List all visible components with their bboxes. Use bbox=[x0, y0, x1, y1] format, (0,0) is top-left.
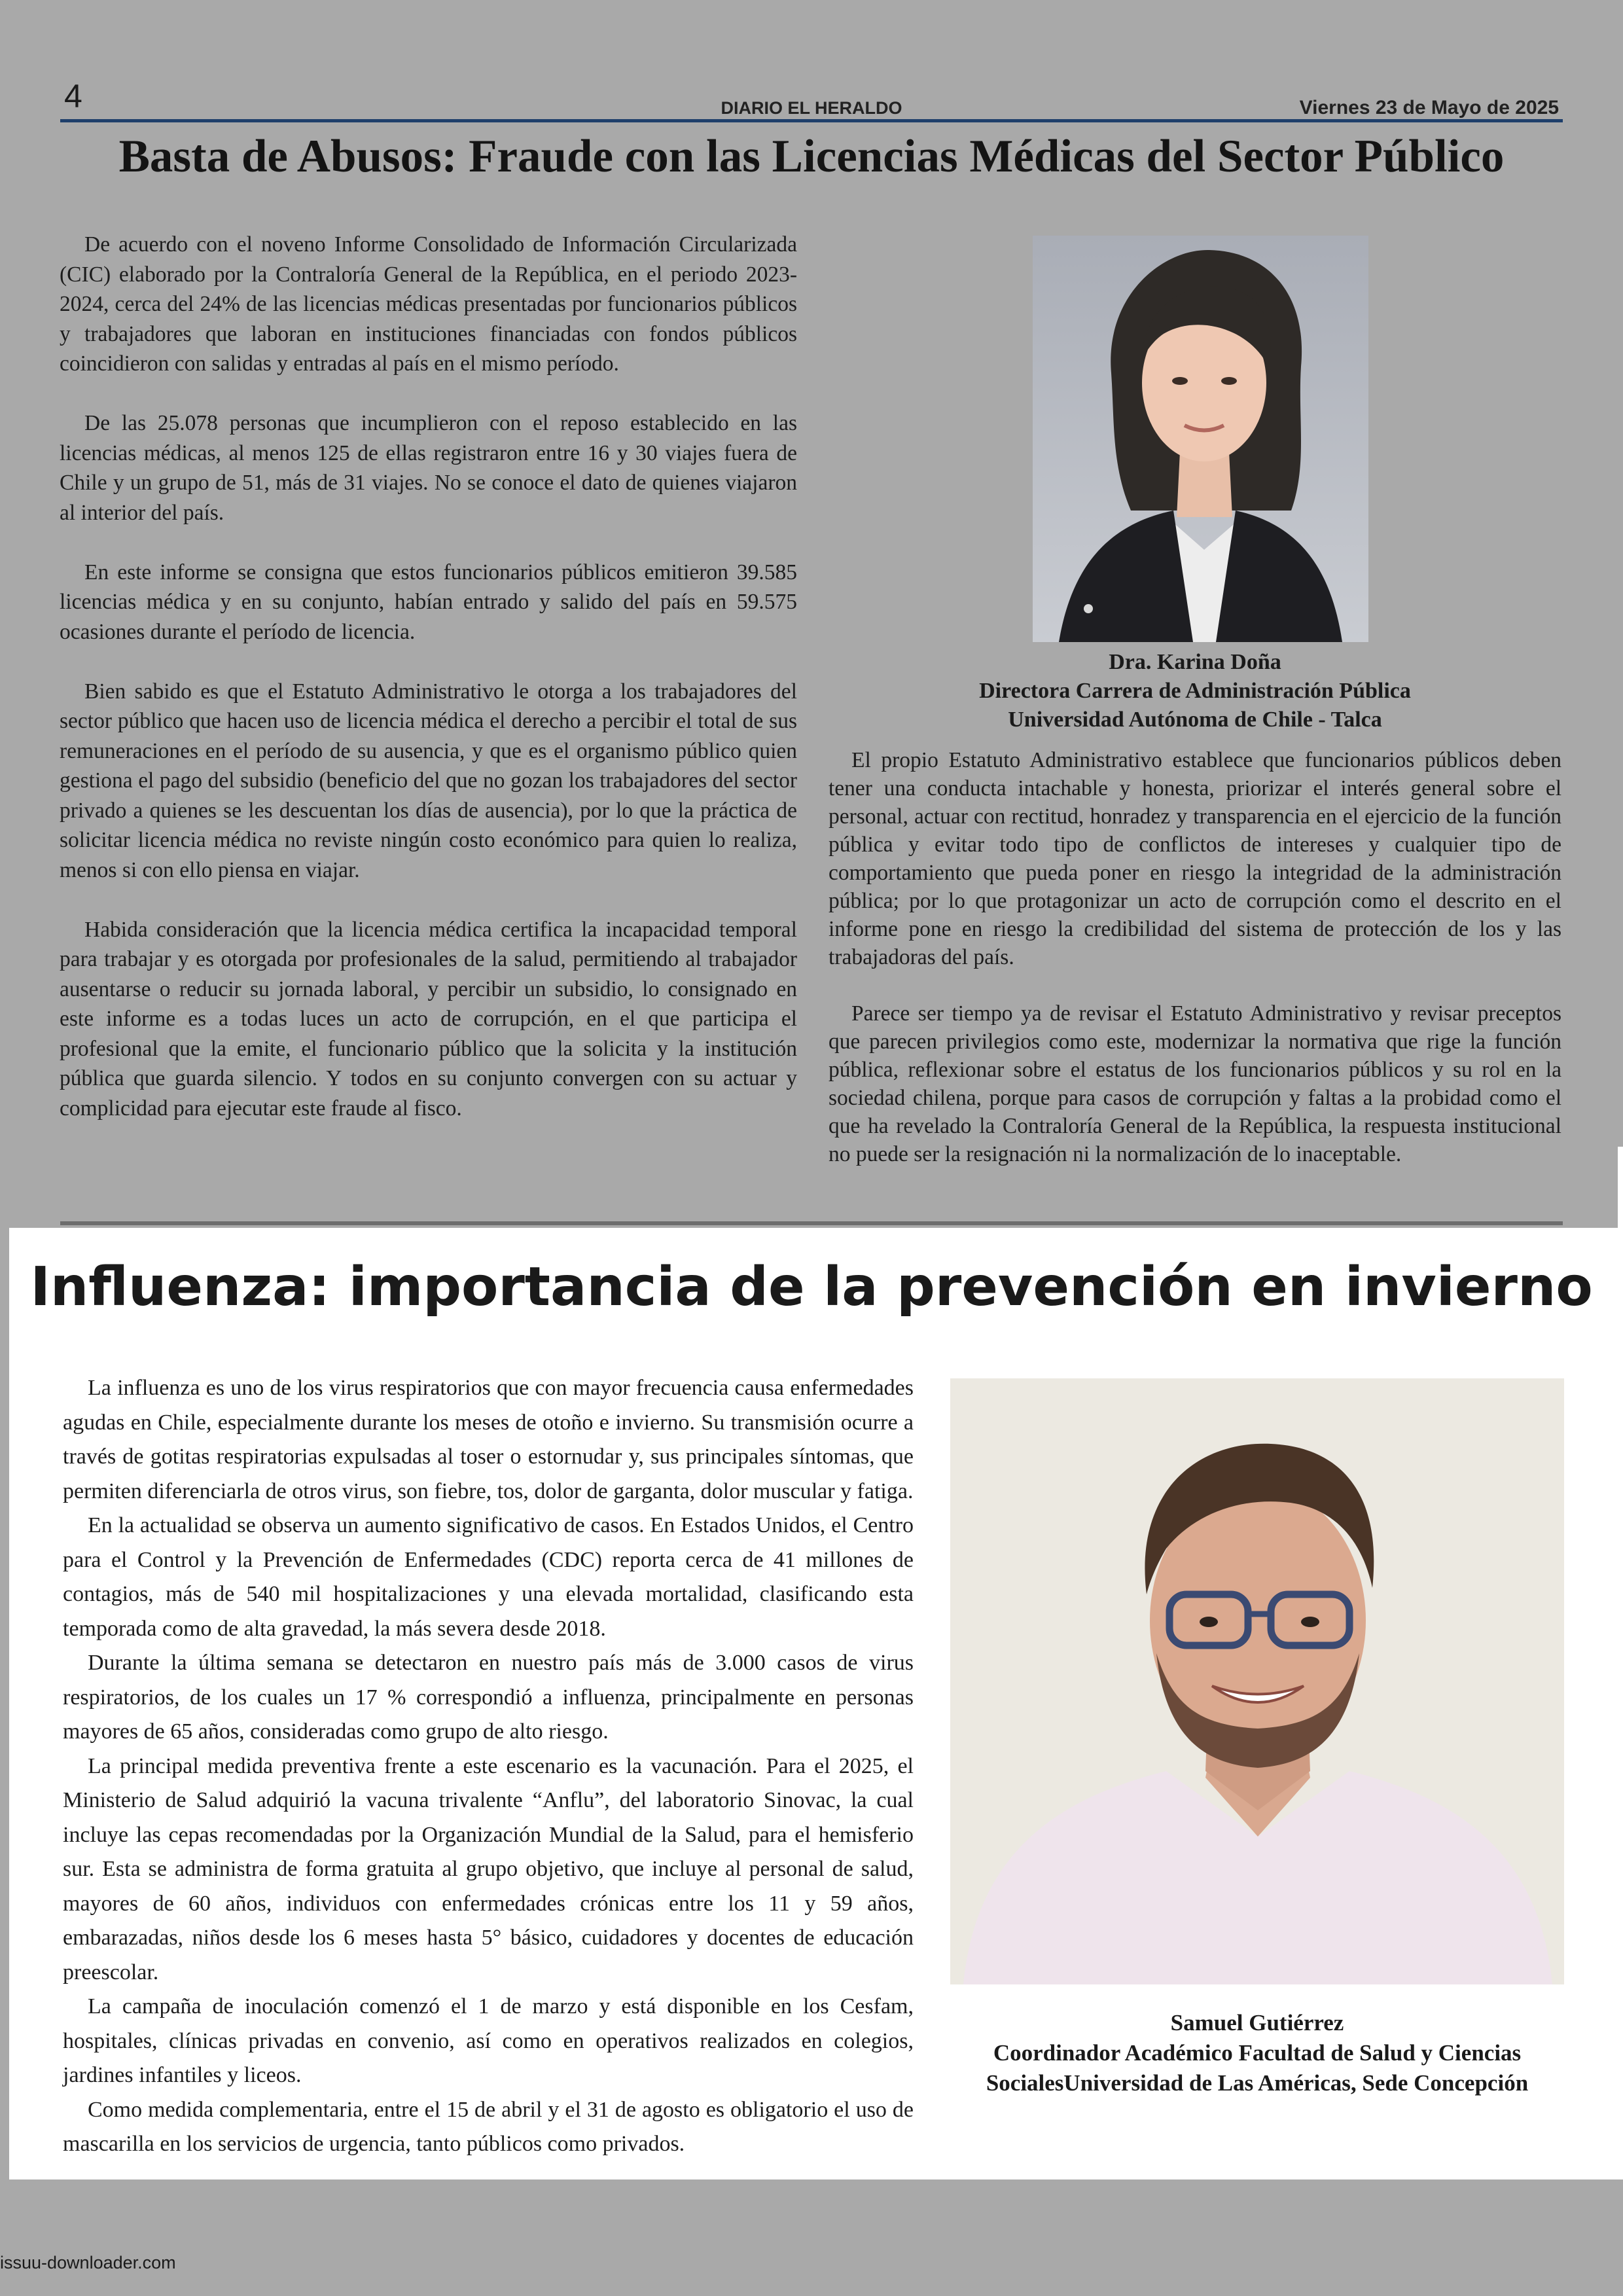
article2-paragraph: En la actualidad se observa un aumento significativo de casos. En Estados Unidos, el Centro para el Control y la Prevención de Enfermedades (CDC) reporta cerca de 41 millones de contagios, más de 540 mil hospitalizaciones y una elevada mortalidad, clasificando esta temporada como de alta gravedad, la más severa desde 2018. bbox=[63, 1513, 914, 1641]
article1-paragraph: De las 25.078 personas que incumplieron con el reposo establecido en las licencias médicas, al menos 125 de ellas registraron entre 16 y 30 viajes fuera de Chile y un grupo de 51, más de 31 viajes. No se conoce el dato de quienes viajaron al interior del país. bbox=[60, 411, 797, 525]
article1-paragraph: Bien sabido es que el Estatuto Administrativo le otorga a los trabajadores del sector público que hacen uso de licencia médica el derecho a percibir el total de sus remuneraciones en el período de su ausencia, y que es el organismo público quien gestiona el pago del subsidio (beneficio del que no gozan los trabajadores del sector privado a quienes se les descuentan los días de ausencia), por lo que la práctica de solicitar licencia médica no reviste ningún costo económico para quien lo realiza, menos si con ello piensa en viajar. bbox=[60, 679, 797, 882]
author1-name: Dra. Karina Doña bbox=[1109, 650, 1281, 674]
article1-paragraph: En este informe se consigna que estos funcionarios públicos emitieron 39.585 licencias médica y en su conjunto, habían entrado y salido del país en 59.575 ocasiones durante el período de licencia. bbox=[60, 560, 797, 644]
author1-caption bbox=[829, 648, 1561, 734]
article2-title: Influenza: importancia de la prevención en invierno bbox=[30, 1256, 1593, 1318]
issue-date: Viernes 23 de Mayo de 2025 bbox=[1299, 97, 1559, 118]
author2-portrait bbox=[950, 1378, 1564, 1984]
article1-paragraph: El propio Estatuto Administrativo establece que funcionarios públicos deben tener una conducta intachable y honesta, priorizar el interés general sobre el personal, actuar con rectitud, honradez y transparencia en el ejercicio de la función pública y evitar todo tipo de conflictos de intereses y cualquier tipo de comportamiento que pueda poner en riesgo la integridad de la administración pública; por lo que protagonizar un acto de corrupción como el descrito en el informe pone en riesgo la credibilidad del sistema de protección de los y las trabajadoras del país. bbox=[829, 748, 1561, 969]
article2-paragraph: Como medida complementaria, entre el 15 de abril y el 31 de agosto es obligatorio el uso de mascarilla en los servicios de urgencia, tanto públicos como privados. bbox=[63, 2097, 914, 2156]
article1-left-column bbox=[60, 230, 797, 1153]
article1-title: Basta de Abusos: Fraude con las Licencias Médicas del Sector Público bbox=[118, 131, 1505, 182]
newspaper-name: DIARIO EL HERALDO bbox=[721, 98, 902, 118]
author2-role: Coordinador Académico Facultad de Salud y Ciencias bbox=[993, 2040, 1522, 2066]
article1-paragraph: Parece ser tiempo ya de revisar el Estatuto Administrativo y revisar preceptos que parecen privilegios como este, modernizar la normativa que rige la función pública, reflexionar sobre el estatus de los funcionarios públicos y su rol en la sociedad chilena, porque para casos de corrupción y faltas a la probidad como el que ha revelado la Contraloría General de la República, la respuesta institucional no puede ser la resignación ni la normalización de lo inaceptable. bbox=[829, 1001, 1561, 1166]
page-number: 4 bbox=[64, 78, 82, 115]
author2-caption bbox=[950, 2008, 1564, 2098]
author1-institution: Universidad Autónoma de Chile - Talca bbox=[1008, 708, 1382, 732]
author2-institution: SocialesUniversidad de Las Américas, Sede Concepción bbox=[986, 2070, 1529, 2096]
article2-paragraph: La influenza es uno de los virus respiratorios que con mayor frecuencia causa enfermedades agudas en Chile, especialmente durante los meses de otoño e invierno. Su transmisión ocurre a través de gotitas respiratorias expulsadas al toser o estornudar y, sus principales síntomas, que permiten diferenciarla de otros virus, son fiebre, tos, dolor de garganta, dolor muscular y fatiga. bbox=[63, 1376, 914, 1503]
article1-paragraph: Habida consideración que la licencia médica certifica la incapacidad temporal para trabajar y es otorgada por profesionales de la salud, permitiendo al trabajador ausentarse o reducir su jornada laboral, y percibir un subsidio, lo consignado en este informe es a todas luces un acto de corrupción, en el que participa el profesional que la emite, el funcionario público que la solicita y la institución pública que guarda silencio. Y todos en su conjunto convergen con su actuar y complicidad para ejecutar este fraude al fisco. bbox=[60, 917, 797, 1121]
article2-column bbox=[63, 1371, 914, 2162]
author1-portrait bbox=[1033, 236, 1368, 642]
section-divider bbox=[60, 1221, 1563, 1225]
article2-paragraph: Durante la última semana se detectaron en nuestro país más de 3.000 casos de virus respiratorios, de los cuales un 17 % correspondió a influenza, principalmente en personas mayores de 65 años, consideradas como grupo de alto riesgo. bbox=[63, 1651, 914, 1744]
author1-portrait-illustration bbox=[1033, 236, 1368, 642]
header-rule bbox=[60, 119, 1563, 122]
article2-paragraph: La principal medida preventiva frente a este escenario es la vacunación. Para el 2025, el Ministerio de Salud adquirió la vacuna trivalente “Anflu”, del laboratorio Sinovac, la cual incluye las cepas recomendadas por la Organización Mundial de la Salud, para el hemisferio sur. Esta se administra de forma gratuita al grupo objetivo, que incluye al personal de salud, mayores de 60 años, individuos con enfermedades crónicas entre los 11 y 59 años, embarazadas, niños desde los 6 meses hasta 5° básico, cuidadores y docentes de educación preescolar. bbox=[63, 1753, 914, 1984]
author1-role: Directora Carrera de Administración Pública bbox=[979, 679, 1411, 703]
article2-paragraph: La campaña de inoculación comenzó el 1 de marzo y está disponible en los Cesfam, hospitales, clínicas privadas en convenio, así como en operativos realizados en colegios, jardines infantiles y liceos. bbox=[63, 1994, 914, 2087]
article1-paragraph: De acuerdo con el noveno Informe Consolidado de Información Circularizada (CIC) elaborado por la Contraloría General de la República, en el periodo 2023-2024, cerca del 24% de las licencias médicas presentadas por funcionarios públicos y trabajadores que laboran en instituciones financiadas con fondos públicos coincidieron con salidas y entradas al país en el mismo período. bbox=[60, 232, 797, 376]
author2-portrait-illustration bbox=[950, 1378, 1564, 1984]
watermark-text: issuu-downloader.com bbox=[0, 2253, 176, 2272]
article1-right-column bbox=[829, 746, 1561, 1196]
author2-name: Samuel Gutiérrez bbox=[1170, 2010, 1344, 2036]
